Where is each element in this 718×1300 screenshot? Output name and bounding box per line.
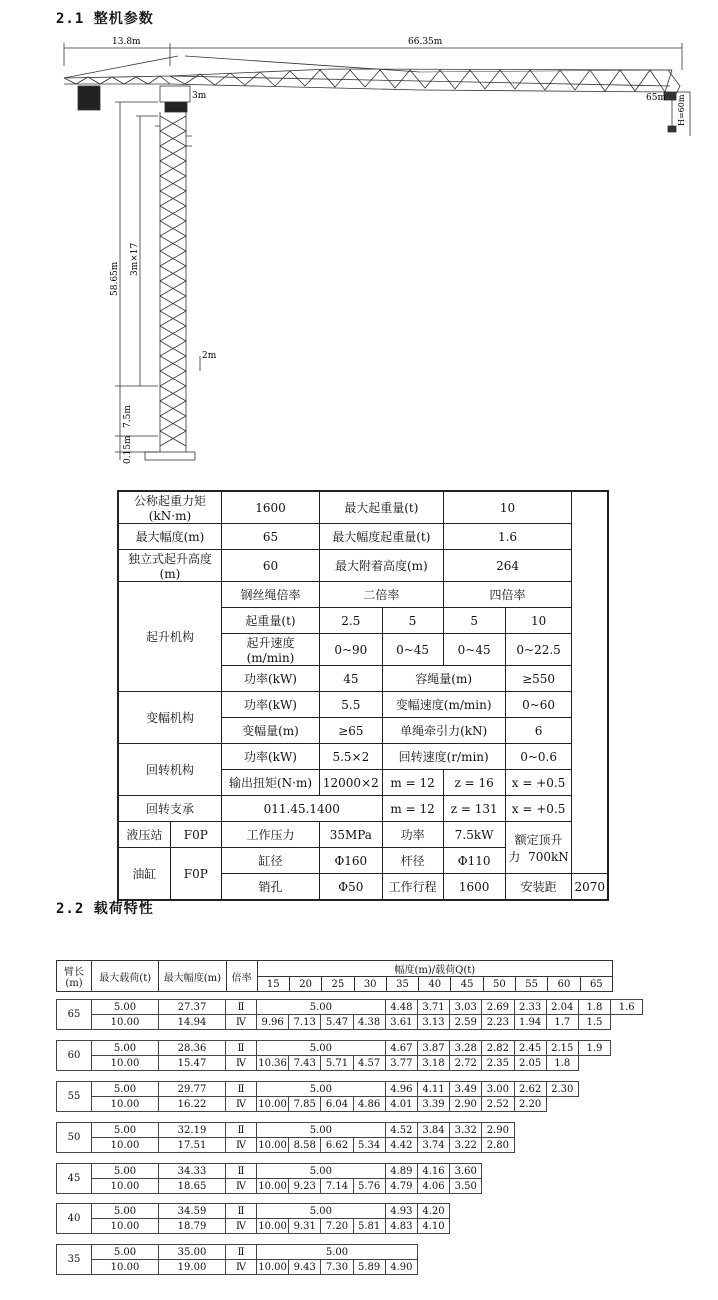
- tower-crane-drawing: [0, 26, 718, 466]
- arm-length: 45: [57, 1164, 92, 1194]
- load-value: 4.83: [385, 1219, 417, 1234]
- max-radius: 28.36: [159, 1041, 226, 1056]
- spec-jack-force-value: 700kN: [528, 849, 569, 864]
- load-value: 10.00: [258, 1180, 287, 1192]
- spec-stroke-value: 1600: [443, 874, 505, 901]
- load-value: 1.94: [514, 1015, 546, 1030]
- spec-slew-power-label: 功率(kW): [221, 744, 319, 770]
- spec-hoist-rope-capacity-label: 容绳量(m): [382, 666, 505, 692]
- spec-tip-load-label: 最大幅度起重量(t): [320, 524, 444, 550]
- reeving: Ⅱ: [226, 1123, 257, 1138]
- load-value: 7.85: [289, 1097, 321, 1112]
- spec-rated-moment-label: 公称起重力矩(kN·m): [118, 491, 221, 524]
- spec-slew-speed-label: 回转速度(r/min): [382, 744, 505, 770]
- load-value: 2.82: [482, 1041, 514, 1056]
- spec-pin-value: Φ50: [320, 874, 383, 901]
- spec-tip-load-value: 1.6: [443, 524, 572, 550]
- reeving: Ⅱ: [226, 1245, 257, 1260]
- spec-hoist-power-value: 45: [320, 666, 383, 692]
- dim-tip-radius: 65m: [646, 93, 666, 103]
- max-radius: 14.94: [159, 1015, 226, 1030]
- load-flat: 5.00: [257, 1123, 386, 1138]
- dim-2m: 2m: [202, 351, 217, 361]
- max-load: 5.00: [92, 1245, 159, 1260]
- load-flat: 5.00: [257, 1000, 386, 1015]
- load-value: 3.87: [417, 1041, 449, 1056]
- spec-hoist-rope-capacity-value: ≥550: [505, 666, 572, 692]
- load-value: 1.7: [546, 1015, 578, 1030]
- header-radius-65: 65: [580, 977, 612, 992]
- max-load: 10.00: [92, 1179, 159, 1194]
- spec-luff-power-label: 功率(kW): [221, 692, 319, 718]
- load-value: 7.30: [321, 1260, 353, 1275]
- load-table-arm-65: [56, 999, 643, 1030]
- header-radius-40: 40: [419, 977, 451, 992]
- load-value: 2.52: [482, 1097, 514, 1112]
- load-value: 2.45: [514, 1041, 546, 1056]
- table-row: [57, 1082, 579, 1097]
- load-value: 10.00: [258, 1220, 287, 1232]
- reeving: Ⅱ: [226, 1000, 257, 1015]
- load-value: 2.04: [546, 1000, 578, 1015]
- spec-hoist-speed-4: 0~22.5: [505, 634, 572, 666]
- dim-base: 0.15m: [123, 435, 133, 464]
- load-value: 5.47: [321, 1015, 353, 1030]
- load-value: 3.60: [450, 1164, 482, 1179]
- spec-hoist-quad: 四倍率: [443, 582, 572, 608]
- header-max-radius: 最大幅度(m): [159, 961, 226, 992]
- max-radius: 32.19: [159, 1123, 226, 1138]
- load-value: 3.13: [417, 1015, 449, 1030]
- table-row: [57, 1000, 643, 1015]
- spec-ring-shift: x = +0.5: [505, 796, 572, 822]
- spec-hyd-station: 液压站: [118, 822, 170, 848]
- table-row: [57, 1245, 418, 1260]
- spec-slew-torque-label: 输出扭矩(N·m): [221, 770, 319, 796]
- header-radius-25: 25: [322, 977, 354, 992]
- load-value: 5.89: [353, 1260, 385, 1275]
- spec-hoist-mechanism: 起升机构: [118, 582, 221, 692]
- spec-max-load-label: 最大起重量(t): [320, 491, 444, 524]
- spec-hyd-station-value: F0P: [170, 822, 221, 848]
- load-flat: 5.00: [257, 1082, 386, 1097]
- spec-luff-speed-value: 0~60: [505, 692, 572, 718]
- spec-cylinder-value: F0P: [170, 848, 221, 901]
- load-value: 2.80: [482, 1138, 514, 1153]
- spec-anchor-height-value: 264: [443, 550, 572, 582]
- spec-max-radius-value: 65: [221, 524, 319, 550]
- table-row: [57, 1015, 643, 1030]
- load-value: 5.76: [353, 1179, 385, 1194]
- section-title-machine-parameters: 2.1 整机参数: [56, 11, 154, 27]
- spec-hoist-speed-1: 0~90: [320, 634, 383, 666]
- spec-jack-force: [505, 822, 572, 874]
- dim-counter-jib: 13.8m: [112, 37, 141, 47]
- spec-hoist-load-3: 5: [443, 608, 505, 634]
- spec-jack-force-label: 额定顶升力: [508, 832, 563, 864]
- table-row: [57, 1097, 579, 1112]
- max-radius: 18.79: [159, 1219, 226, 1234]
- spec-mount-value: 2070: [572, 874, 608, 901]
- arm-length: 50: [57, 1123, 92, 1153]
- table-row: [57, 1219, 450, 1234]
- load-value: 10.00: [258, 1139, 287, 1151]
- table-row: [57, 1179, 482, 1194]
- spec-hyd-pressure-label: 工作压力: [221, 822, 319, 848]
- load-value: 5.34: [353, 1138, 385, 1153]
- header-radius-50: 50: [483, 977, 515, 992]
- table-row: [57, 1204, 450, 1219]
- header-radius-20: 20: [289, 977, 321, 992]
- load-value: 4.48: [385, 1000, 417, 1015]
- spec-luff-range-value: ≥65: [320, 718, 383, 744]
- load-value: 4.86: [353, 1097, 385, 1112]
- load-value: 2.90: [482, 1123, 514, 1138]
- spec-slewing-mechanism: 回转机构: [118, 744, 221, 796]
- load-value: 3.03: [450, 1000, 482, 1015]
- load-value: 4.67: [385, 1041, 417, 1056]
- spec-rated-moment-value: 1600: [221, 491, 319, 524]
- load-value: 3.32: [450, 1123, 482, 1138]
- spec-hoist-reeving: 钢丝绳倍率: [221, 582, 319, 608]
- load-value: 4.42: [385, 1138, 417, 1153]
- load-value: 9.96: [257, 1015, 289, 1030]
- load-table-arm-40: [56, 1203, 450, 1234]
- max-radius: 16.22: [159, 1097, 226, 1112]
- reeving: Ⅳ: [226, 1219, 257, 1234]
- load-value: 3.61: [385, 1015, 417, 1030]
- load-value: 4.52: [385, 1123, 417, 1138]
- max-load: 10.00: [92, 1138, 159, 1153]
- header-radius-45: 45: [451, 977, 483, 992]
- header-reeving: 倍率: [226, 961, 257, 992]
- spec-hyd-power-label: 功率: [382, 822, 443, 848]
- header-radius-60: 60: [548, 977, 580, 992]
- spec-slew-module: m = 12: [382, 770, 443, 796]
- spec-slewing-ring: 回转支承: [118, 796, 221, 822]
- load-value: 2.35: [482, 1056, 514, 1071]
- spec-ring-teeth: z = 131: [443, 796, 505, 822]
- spec-hyd-power-value: 7.5kW: [443, 822, 505, 848]
- header-arm-length: 臂长(m): [57, 961, 92, 992]
- spec-anchor-height-label: 最大附着高度(m): [320, 550, 444, 582]
- spec-rod-value: Φ110: [443, 848, 505, 874]
- load-value: 3.71: [417, 1000, 449, 1015]
- arm-length: 55: [57, 1082, 92, 1112]
- load-value: 2.30: [546, 1082, 578, 1097]
- load-value: 8.58: [289, 1138, 321, 1153]
- spec-luff-range-label: 变幅量(m): [221, 718, 319, 744]
- table-row: [57, 1123, 515, 1138]
- load-value: 2.23: [482, 1015, 514, 1030]
- load-value: 4.11: [417, 1082, 449, 1097]
- header-radius-35: 35: [386, 977, 418, 992]
- spec-hoist-speed-3: 0~45: [443, 634, 505, 666]
- spec-stroke-label: 工作行程: [382, 874, 443, 901]
- spec-luffing-mechanism: 变幅机构: [118, 692, 221, 744]
- load-value: 4.89: [385, 1164, 417, 1179]
- load-value: 3.74: [417, 1138, 449, 1153]
- load-value: 7.43: [289, 1056, 321, 1071]
- spec-luff-speed-label: 变幅速度(m/min): [382, 692, 505, 718]
- spec-hoist-load-2: 5: [382, 608, 443, 634]
- load-value: 4.10: [417, 1219, 449, 1234]
- load-value: 4.20: [417, 1204, 449, 1219]
- max-load: 5.00: [92, 1204, 159, 1219]
- load-value: 3.00: [482, 1082, 514, 1097]
- load-table-arm-60: [56, 1040, 611, 1071]
- spec-max-radius-label: 最大幅度(m): [118, 524, 221, 550]
- header-radius-55: 55: [516, 977, 548, 992]
- spec-hoist-speed-2: 0~45: [382, 634, 443, 666]
- load-value: 1.8: [578, 1000, 610, 1015]
- load-value: 2.72: [450, 1056, 482, 1071]
- load-value: 1.8: [546, 1056, 578, 1071]
- load-value: 6.04: [321, 1097, 353, 1112]
- load-value: 4.38: [353, 1015, 385, 1030]
- load-value: 2.20: [514, 1097, 546, 1112]
- load-value: 4.06: [417, 1179, 449, 1194]
- load-value: 1.6: [611, 1000, 643, 1015]
- load-value: 3.39: [417, 1097, 449, 1112]
- table-row: [57, 1056, 611, 1071]
- max-radius: 29.77: [159, 1082, 226, 1097]
- load-value: 4.01: [385, 1097, 417, 1112]
- arm-length: 35: [57, 1245, 92, 1275]
- spec-bore-label: 缸径: [221, 848, 319, 874]
- max-radius: 18.65: [159, 1179, 226, 1194]
- load-value: 3.49: [450, 1082, 482, 1097]
- max-load: 10.00: [92, 1219, 159, 1234]
- load-value: 2.90: [450, 1097, 482, 1112]
- max-load: 5.00: [92, 1000, 159, 1015]
- spec-max-load-value: 10: [443, 491, 572, 524]
- dim-sections: 3m×17: [130, 242, 140, 276]
- load-value: 2.69: [482, 1000, 514, 1015]
- max-load: 5.00: [92, 1164, 159, 1179]
- max-radius: 17.51: [159, 1138, 226, 1153]
- load-table-arm-45: [56, 1163, 482, 1194]
- load-value: 9.43: [289, 1260, 321, 1275]
- load-flat: 5.00: [257, 1164, 386, 1179]
- spec-slew-teeth: z = 16: [443, 770, 505, 796]
- spec-hoist-double: 二倍率: [320, 582, 444, 608]
- load-value: 4.16: [417, 1164, 449, 1179]
- spec-hoist-load-1: 2.5: [320, 608, 383, 634]
- reeving: Ⅳ: [226, 1015, 257, 1030]
- spec-mount-label: 安装距: [505, 874, 572, 901]
- reeving: Ⅱ: [226, 1204, 257, 1219]
- spec-cylinder: 油缸: [118, 848, 170, 901]
- load-value: 3.84: [417, 1123, 449, 1138]
- load-value: 4.57: [353, 1056, 385, 1071]
- load-value: 10.36: [258, 1057, 287, 1069]
- spec-hoist-speed-label: 起升速度(m/min): [221, 634, 319, 666]
- load-value: 10.00: [258, 1098, 287, 1110]
- max-radius: 19.00: [159, 1260, 226, 1275]
- reeving: Ⅳ: [226, 1056, 257, 1071]
- load-value: 10.00: [258, 1261, 287, 1273]
- load-value: 4.96: [385, 1082, 417, 1097]
- header-radius-load: 幅度(m)/载荷Q(t): [257, 961, 612, 977]
- load-value: 7.13: [289, 1015, 321, 1030]
- load-value: 9.31: [289, 1219, 321, 1234]
- spec-luff-power-value: 5.5: [320, 692, 383, 718]
- load-value: 2.05: [514, 1056, 546, 1071]
- load-value: 1.5: [578, 1015, 610, 1030]
- load-value: 3.77: [385, 1056, 417, 1071]
- table-row: [57, 1041, 611, 1056]
- spec-slew-power-value: 5.5×2: [320, 744, 383, 770]
- load-value: 7.14: [321, 1179, 353, 1194]
- arm-length: 60: [57, 1041, 92, 1071]
- load-value: 5.71: [321, 1056, 353, 1071]
- max-load: 10.00: [92, 1015, 159, 1030]
- section-title-load-characteristics: 2.2 载荷特性: [56, 901, 154, 917]
- reeving: Ⅳ: [226, 1138, 257, 1153]
- load-value: 1.9: [578, 1041, 610, 1056]
- max-load: 5.00: [92, 1082, 159, 1097]
- max-load: 10.00: [92, 1056, 159, 1071]
- load-value: 4.90: [385, 1260, 417, 1275]
- table-row: [57, 1260, 418, 1275]
- spec-free-height-value: 60: [221, 550, 319, 582]
- load-value: 2.33: [514, 1000, 546, 1015]
- spec-rod-label: 杆径: [382, 848, 443, 874]
- spec-bore-value: Φ160: [320, 848, 383, 874]
- table-row: [57, 1164, 482, 1179]
- spec-ring-module: m = 12: [382, 796, 443, 822]
- load-flat: 5.00: [257, 1204, 386, 1219]
- header-max-load: 最大载荷(t): [92, 961, 159, 992]
- reeving: Ⅳ: [226, 1260, 257, 1275]
- arm-length: 65: [57, 1000, 92, 1030]
- spec-free-height-label: 独立式起升高度(m): [118, 550, 221, 582]
- max-radius: 34.33: [159, 1164, 226, 1179]
- spec-luff-pull-label: 单绳牵引力(kN): [382, 718, 505, 744]
- dim-main-jib: 66.35m: [408, 37, 443, 47]
- load-value: 3.28: [450, 1041, 482, 1056]
- spec-slew-torque-value: 12000×2: [320, 770, 383, 796]
- load-value: 7.20: [321, 1219, 353, 1234]
- header-radius-30: 30: [354, 977, 386, 992]
- load-value: 2.62: [514, 1082, 546, 1097]
- spec-hoist-load-4: 10: [505, 608, 572, 634]
- max-load: 10.00: [92, 1097, 159, 1112]
- dim-cab-height: 3m: [192, 91, 207, 101]
- max-radius: 35.00: [159, 1245, 226, 1260]
- spec-slewing-ring-code: 011.45.1400: [221, 796, 382, 822]
- load-table-arm-50: [56, 1122, 515, 1153]
- spec-hyd-pressure-value: 35MPa: [320, 822, 383, 848]
- spec-luff-pull-value: 6: [505, 718, 572, 744]
- spec-slew-speed-value: 0~0.6: [505, 744, 572, 770]
- load-table-header: [56, 960, 613, 992]
- load-flat: 5.00: [257, 1041, 386, 1056]
- load-flat: 5.00: [257, 1245, 418, 1260]
- max-radius: 15.47: [159, 1056, 226, 1071]
- max-radius: 27.37: [159, 1000, 226, 1015]
- load-value: 9.23: [289, 1179, 321, 1194]
- load-value: 4.93: [385, 1204, 417, 1219]
- spec-hoist-power-label: 功率(kW): [221, 666, 319, 692]
- load-table-arm-55: [56, 1081, 579, 1112]
- spec-hoist-load-label: 起重量(t): [221, 608, 319, 634]
- arm-length: 40: [57, 1204, 92, 1234]
- load-value: 2.59: [450, 1015, 482, 1030]
- dim-base-section: 7.5m: [123, 405, 133, 428]
- dim-total-height: 58.65m: [110, 261, 120, 296]
- max-load: 10.00: [92, 1260, 159, 1275]
- header-radius-15: 15: [257, 977, 289, 992]
- reeving: Ⅳ: [226, 1097, 257, 1112]
- reeving: Ⅱ: [226, 1164, 257, 1179]
- load-value: 4.79: [385, 1179, 417, 1194]
- spec-slew-shift: x = +0.5: [505, 770, 572, 796]
- machine-spec-table: [117, 490, 609, 901]
- max-load: 5.00: [92, 1041, 159, 1056]
- reeving: Ⅱ: [226, 1082, 257, 1097]
- load-value: 5.81: [353, 1219, 385, 1234]
- load-value: 3.18: [417, 1056, 449, 1071]
- reeving: Ⅱ: [226, 1041, 257, 1056]
- dim-tip-height: H=60m: [677, 94, 686, 126]
- load-table-arm-35: [56, 1244, 418, 1275]
- spec-pin-label: 销孔: [221, 874, 319, 901]
- max-load: 5.00: [92, 1123, 159, 1138]
- load-value: 3.22: [450, 1138, 482, 1153]
- load-value: 3.50: [450, 1179, 482, 1194]
- reeving: Ⅳ: [226, 1179, 257, 1194]
- max-radius: 34.59: [159, 1204, 226, 1219]
- load-value: 2.15: [546, 1041, 578, 1056]
- load-value: 6.62: [321, 1138, 353, 1153]
- table-row: [57, 1138, 515, 1153]
